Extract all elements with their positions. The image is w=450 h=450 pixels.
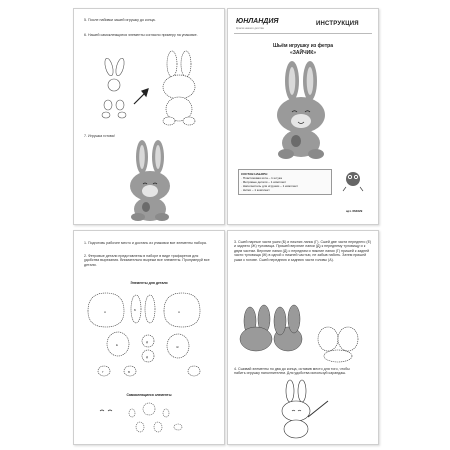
sticker-parts-label: Самоклеящиеся элементы [126,393,172,397]
svg-text:Д: Д [146,340,149,344]
stuffing-bunny-icon [282,380,310,438]
step-4-text: 4. Сшивай элементы по два до конца, оставив место для того, чтобы набить игрушку наполнителем. Для удобства используй карандаш. [234,367,350,376]
pencil-icon [308,401,328,417]
bunny-outline-icon [163,51,195,125]
instruction-cover-page [227,8,379,225]
paw-sticker-icon [154,422,162,432]
step-1-text: 1. Подготовь рабочее место и достань из упаковки все элементы набора. [84,241,207,245]
arrow-icon [134,89,148,104]
composition-box [238,169,332,195]
svg-text:Е: Е [116,343,119,347]
nose-sticker-icon [143,403,155,415]
face-parts-icon [102,57,126,118]
svg-text:А: А [178,310,181,314]
svg-text:Ж: Ж [176,345,179,349]
cheek-sticker-icon [163,409,169,417]
brand-tagline: Краски нашего детства [236,27,264,30]
step-7-text: 7. Игрушка готова! [84,134,115,138]
svg-text:Б: Б [134,308,136,312]
step-3-text: 3. Сшей парные части ушек (Б) и нижних лапок (Г). Сшей две части переднего (Е) и заднего (Ж) туловища. Пришей верхние лапки (Д) к переднему туловищу и к двум частям. Верхние лапки (Д) с передним и нижние лапки (Г) пришей к задней части туловища (Ж) в одной с нижней частью, не забыв набить. Затем пришей ушки к голове. Сшей переднюю и заднюю части головы (А). [234,240,372,262]
paw-sticker-icon [136,422,144,432]
composition-item: · Нитки – 1 комплект [241,188,270,192]
finished-bunny-icon [130,140,170,221]
step-5-text: 5. После набивки зашей игрушку до конца. [84,18,156,22]
paw-sticker-icon [174,424,182,430]
composition-item: · Наполнитель для игрушки – 1 комплект [241,184,298,188]
eyes-sticker-icon [100,410,112,411]
step-6-illustration [74,9,224,224]
mascot-bird-icon [343,172,363,191]
instruction-page-1 [73,8,225,225]
title-line-1: Шьём игрушку из фетра [273,43,333,49]
step-2-text: 2. Фетровые детали представлены в наборе в виде трафаретов для удобства вырезания. Внимательно вырежи все элементы. Пронумеруй все детали. [84,254,210,267]
instruction-header: ИНСТРУКЦИЯ [316,21,359,27]
composition-item: · Фетровые детали – 1 комплект [241,180,287,184]
article-number: арт. 664629 [346,209,363,213]
svg-text:Д: Д [146,355,149,359]
sticker-parts-pattern [74,231,224,444]
composition-title: СОСТАВ НАБОРА: [241,172,269,176]
svg-text:А: А [104,310,107,314]
step-6-text: 6. Нашей самоклеящиеся элементы согласно примеру на упаковке. [84,33,198,37]
instruction-page-3 [73,230,225,445]
brand-logo: ЮНЛАНДИЯ [236,18,279,25]
title-line-2: «ЗАЙЧИК» [289,50,317,56]
svg-text:В: В [128,370,131,374]
bunny-icon [277,61,325,159]
composition-item: · Пластиковая игла – 1 штука [241,176,282,180]
felt-parts-label: Элементы для детали [130,281,168,285]
step-4-illustration [228,231,378,444]
instruction-page-4 [227,230,379,445]
cheek-sticker-icon [129,409,135,417]
svg-text:Г: Г [102,370,104,374]
